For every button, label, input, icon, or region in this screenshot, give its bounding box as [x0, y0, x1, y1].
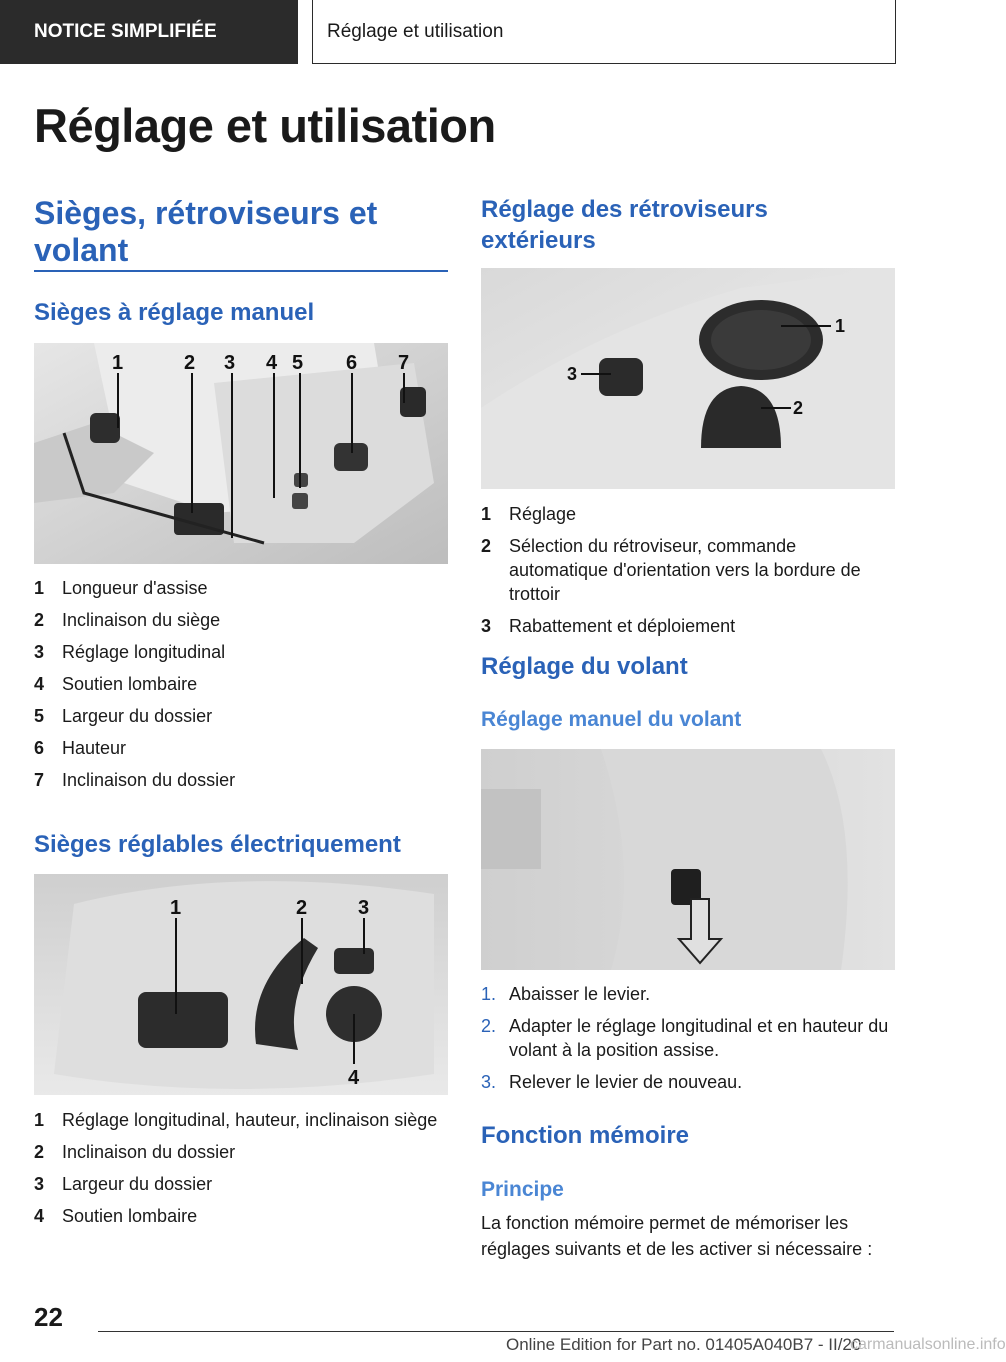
- callout-2: 2: [793, 398, 804, 418]
- legend-item: 2 Inclinaison du siège: [34, 610, 221, 630]
- legend-item: 7 Inclinaison du dossier: [34, 770, 236, 790]
- callout-4: 4: [266, 352, 278, 374]
- callout-1: 1: [170, 897, 182, 919]
- callout-7: 7: [398, 352, 410, 374]
- steering-lever-illustration: [481, 749, 895, 970]
- edition-text: Online Edition for Part no. 01405A040B7 - II/20: [506, 1335, 862, 1354]
- footer-rule: [98, 1331, 894, 1332]
- wheel-subheading: Réglage manuel du volant: [481, 708, 742, 731]
- watermark: carmanualsonline.info: [850, 1336, 1006, 1353]
- mirrors-heading: Réglage des rétroviseurs extérieurs: [481, 196, 768, 254]
- electric-seat-illustration: [34, 874, 448, 1095]
- callout-4: 4: [348, 1067, 360, 1089]
- legend-item: 3 Rabattement et déploiement: [481, 616, 736, 636]
- callout-1: 1: [835, 316, 846, 336]
- wheel-heading: Réglage du volant: [481, 653, 688, 680]
- wheel-steps: [481, 982, 895, 1102]
- manual-seats-heading: Sièges à réglage manuel: [34, 299, 315, 326]
- callout-5: 5: [292, 352, 304, 374]
- page-number: 22: [34, 1302, 63, 1332]
- legend-item: 5 Largeur du dossier: [34, 706, 213, 726]
- legend-item: 4 Soutien lombaire: [34, 1206, 198, 1226]
- legend-item: 1 Longueur d'assise: [34, 578, 208, 598]
- step-item: 1. Abaisser le levier.: [481, 984, 651, 1004]
- mirror-legend: [481, 502, 895, 646]
- memory-text: La fonction mémoire permet de mémoriser les réglages suivants et de les activer si nécessaire :: [481, 1213, 873, 1259]
- legend-item: 3 Réglage longitudinal: [34, 642, 226, 662]
- heading-rule: [34, 270, 448, 272]
- callout-6: 6: [346, 352, 358, 374]
- chapter-tab: [312, 0, 896, 64]
- legend-item: 6 Hauteur: [34, 738, 127, 758]
- callout-3: 3: [358, 897, 370, 919]
- step-item: 3. Relever le levier de nouveau.: [481, 1072, 743, 1092]
- memory-subheading: Principe: [481, 1178, 564, 1201]
- electric-seats-heading: Sièges réglables électriquement: [34, 831, 401, 858]
- legend-item: 1 Réglage: [481, 504, 577, 524]
- callout-2: 2: [296, 897, 308, 919]
- memory-heading: Fonction mémoire: [481, 1122, 690, 1149]
- chapter-label: Réglage et utilisation: [327, 20, 504, 42]
- step-item: 2. Adapter le réglage longitudinal et en hauteur du volant à la position assise.: [481, 1016, 889, 1060]
- manual-seat-legend: [34, 576, 448, 800]
- page-title: Réglage et utilisation: [34, 99, 496, 152]
- callout-3: 3: [224, 352, 236, 374]
- section-heading-seats: Sièges, rétroviseurs et volant: [34, 195, 378, 268]
- legend-item: 4 Soutien lombaire: [34, 674, 198, 694]
- electric-seat-legend: [34, 1108, 448, 1236]
- legend-item: 2 Inclinaison du dossier: [34, 1142, 236, 1162]
- legend-item: 3 Largeur du dossier: [34, 1174, 213, 1194]
- section-label: NOTICE SIMPLIFIÉE: [34, 21, 217, 42]
- manual-seat-illustration: [34, 343, 448, 564]
- legend-item: 1 Réglage longitudinal, hauteur, inclinaison siège: [34, 1110, 438, 1130]
- callout-3: 3: [567, 364, 578, 384]
- callout-2: 2: [184, 352, 196, 374]
- mirror-controls-illustration: [481, 268, 895, 489]
- section-tab: [0, 0, 298, 64]
- callout-1: 1: [112, 352, 124, 374]
- legend-item: 2 Sélection du rétroviseur, commande automatique d'orientation vers la bordure de trottoir: [481, 536, 861, 604]
